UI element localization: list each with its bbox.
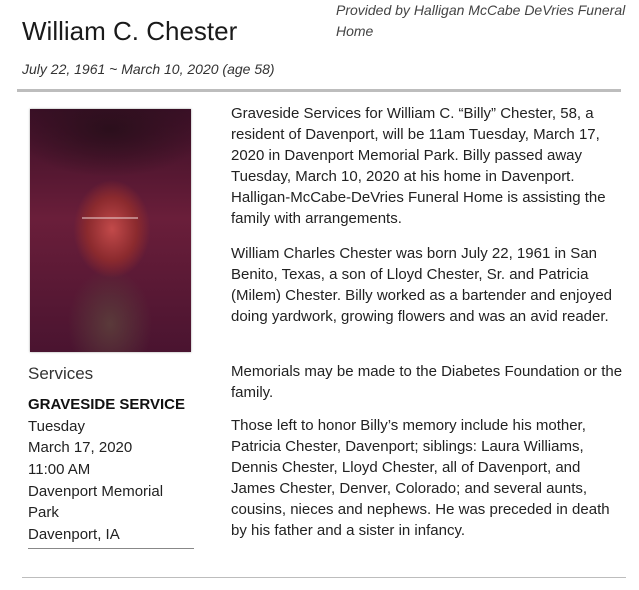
- photo-glasses-detail: [82, 217, 138, 233]
- service-location-cont[interactable]: Park: [28, 504, 59, 521]
- services-divider: [28, 548, 194, 549]
- obituary-paragraph: Graveside Services for William C. “Billy” Chester, 58, a resident of Davenport, will be 11am Tuesday, March 17, 2020 in Davenport Memorial Park. Billy passed away Tuesday, March 10, 2020 at his home in Davenport. Halligan-McCabe-DeVries Funeral Home is assisting the family with arrangements.: [231, 105, 606, 227]
- footer-divider: [22, 577, 626, 578]
- life-dates: July 22, 1961 ~ March 10, 2020 (age 58): [22, 61, 275, 77]
- deceased-name: William C. Chester: [22, 16, 238, 46]
- portrait-photo: [30, 109, 191, 352]
- service-location[interactable]: Davenport Memorial: [28, 483, 164, 500]
- obituary-paragraph: Memorials may be made to the Diabetes Foundation or the family.: [231, 363, 623, 401]
- service-date: March 17, 2020: [28, 439, 133, 456]
- service-type: GRAVESIDE SERVICE: [28, 396, 185, 413]
- services-heading: Services: [28, 364, 94, 383]
- obituary-paragraph: Those left to honor Billy’s memory include his mother, Patricia Chester, Davenport; siblings: Laura Williams, Dennis Chester, Lloyd Chester, all of Davenport, and James Chester, Denver, Colorado; and several aunts, cousins, nieces and nephews. He was preceded in death by his father and a sister in infancy.: [231, 417, 610, 539]
- provided-by-text[interactable]: Provided by Halligan McCabe DeVries Funeral Home: [336, 2, 626, 39]
- header-divider: [17, 89, 621, 92]
- service-day: Tuesday: [28, 418, 85, 435]
- obituary-paragraph: William Charles Chester was born July 22, 1961 in San Benito, Texas, a son of Lloyd Chester, Sr. and Patricia (Milem) Chester. Billy worked as a bartender and enjoyed doing yardwork, growing flowers and was an avid reader.: [231, 245, 613, 325]
- service-time: 11:00 AM: [28, 461, 91, 478]
- service-city: Davenport, IA: [28, 526, 120, 543]
